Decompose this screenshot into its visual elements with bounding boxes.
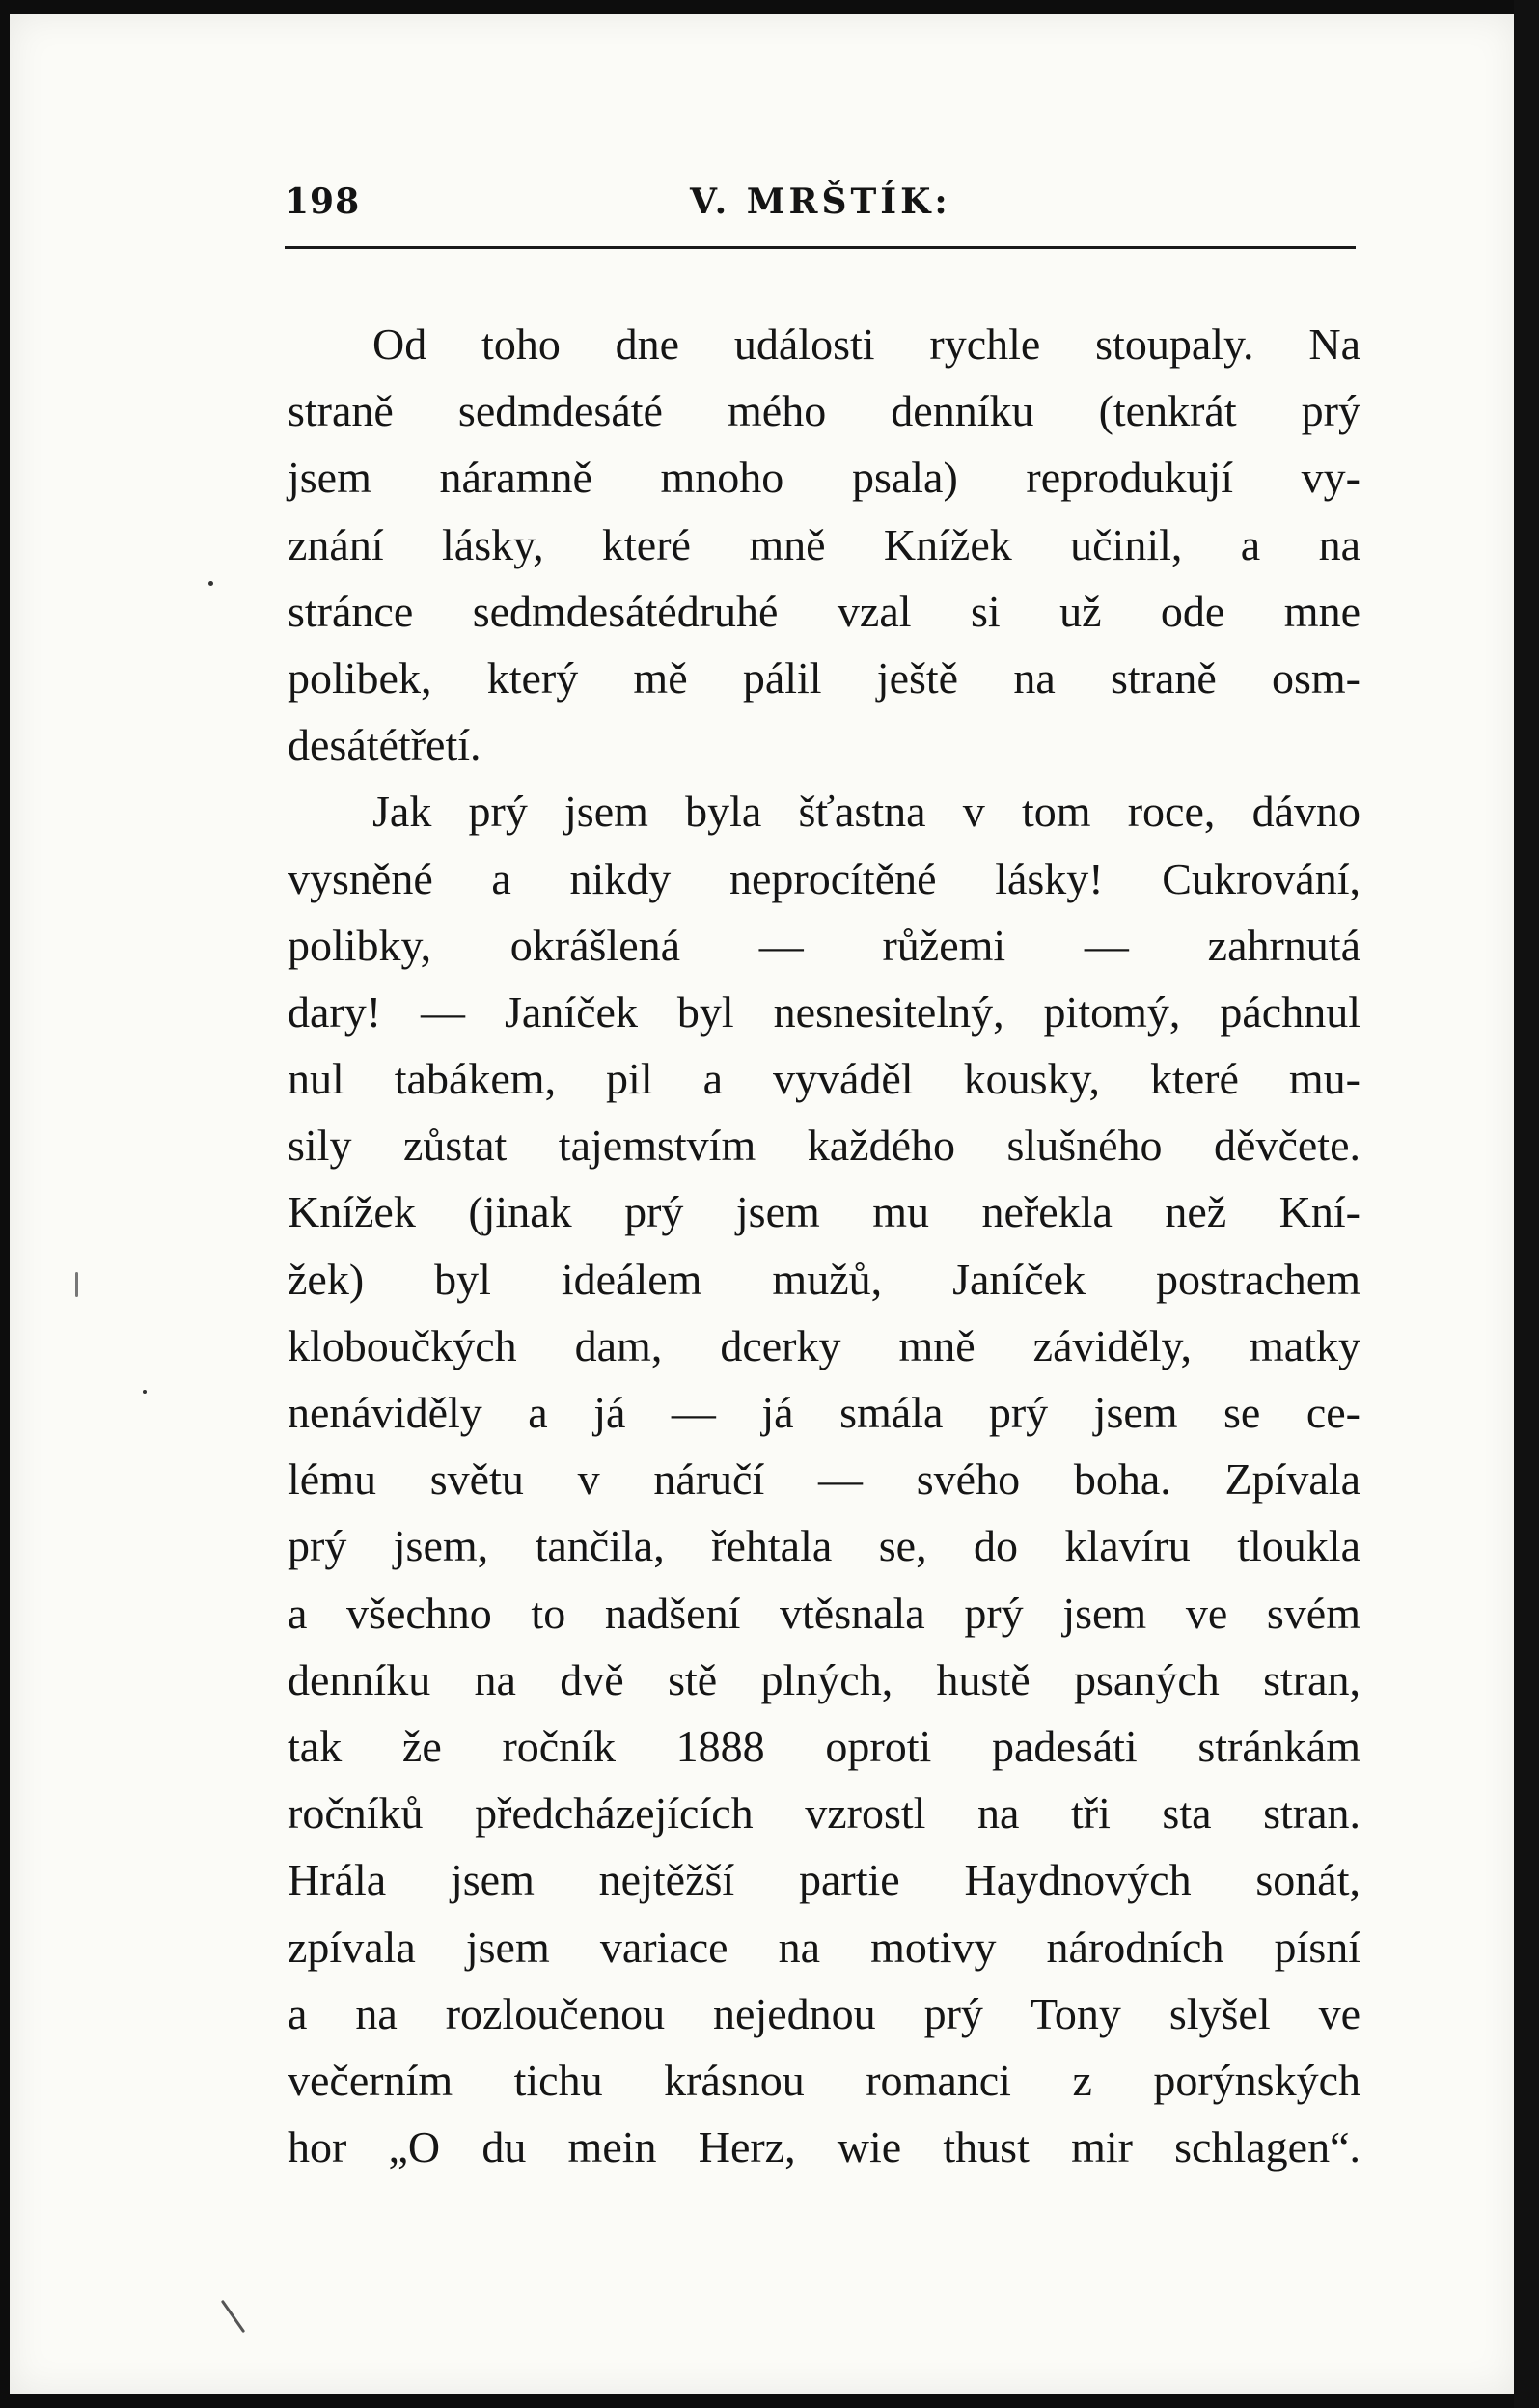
text-line: ročníků předcházejících vzrostl na tři sta stran.	[288, 1788, 1360, 1839]
text-line: prý jsem, tančila, řehtala se, do klavíru tloukla	[288, 1521, 1360, 1571]
text-line: jsem náramně mnoho psala) reprodukují vy-	[288, 453, 1360, 503]
text-line: Od toho dne události rychle stoupaly. Na	[372, 319, 1360, 369]
text-line: sily zůstat tajemstvím každého slušného děvčete.	[288, 1121, 1360, 1171]
text-line: zpívala jsem variace na motivy národních písní	[288, 1922, 1360, 1972]
text-line: žek) byl ideálem mužů, Janíček postrachem	[288, 1254, 1360, 1304]
running-title: V. MRŠTÍK:	[690, 181, 951, 222]
body-text	[288, 311, 1360, 2180]
text-line: stránce sedmdesátédruhé vzal si už ode mne	[288, 586, 1360, 636]
scan-speck	[143, 1390, 147, 1394]
scan-speck	[75, 1272, 78, 1297]
text-line: polibky, okrášlená — růžemi — zahrnutá	[288, 920, 1360, 970]
text-line: nul tabákem, pil a vyváděl kousky, které mu-	[288, 1054, 1360, 1104]
text-line: vysněné a nikdy neprocítěné lásky! Cukrování,	[288, 853, 1360, 903]
text-line: a všechno to nadšení vtěsnala prý jsem ve svém	[288, 1588, 1360, 1638]
text-line: Hrála jsem nejtěžší partie Haydnových sonát,	[288, 1855, 1360, 1905]
text-line: tak že ročník 1888 oproti padesáti stránkám	[288, 1721, 1360, 1771]
text-line: denníku na dvě stě plných, hustě psaných stran,	[288, 1654, 1360, 1704]
running-header	[285, 176, 1356, 234]
text-line: nenáviděly a já — já smála prý jsem se ce-	[288, 1388, 1360, 1437]
text-line: kloboučkých dam, dcerky mně záviděly, matky	[288, 1320, 1360, 1370]
paragraph-1	[288, 311, 1360, 778]
text-line: a na rozloučenou nejednou prý Tony slyšel ve	[288, 1988, 1360, 2038]
text-line: hor „O du mein Herz, wie thust mir schlagen“.	[288, 2122, 1360, 2173]
header-rule	[285, 246, 1356, 249]
text-line: Jak prý jsem byla šťastna v tom roce, dávno	[372, 787, 1360, 837]
text-line: straně sedmdesáté mého denníku (tenkrát prý	[288, 386, 1360, 436]
text-line: dary! — Janíček byl nesnesitelný, pitomý, páchnul	[288, 986, 1360, 1037]
text-line: Knížek (jinak prý jsem mu neřekla než Kní-	[288, 1187, 1360, 1237]
text-line: desátétřetí.	[288, 720, 481, 770]
text-line: večerním tichu krásnou romanci z porýnských	[288, 2055, 1360, 2105]
scan-edge	[1514, 0, 1539, 2408]
text-line: polibek, který mě pálil ještě na straně osm-	[288, 652, 1360, 703]
scan-speck	[208, 581, 213, 586]
page-number: 198	[285, 181, 361, 222]
text-line: lému světu v náručí — svého boha. Zpívala	[288, 1454, 1360, 1505]
text-line: znání lásky, které mně Knížek učinil, a na	[288, 519, 1360, 569]
paragraph-2	[288, 778, 1360, 2180]
